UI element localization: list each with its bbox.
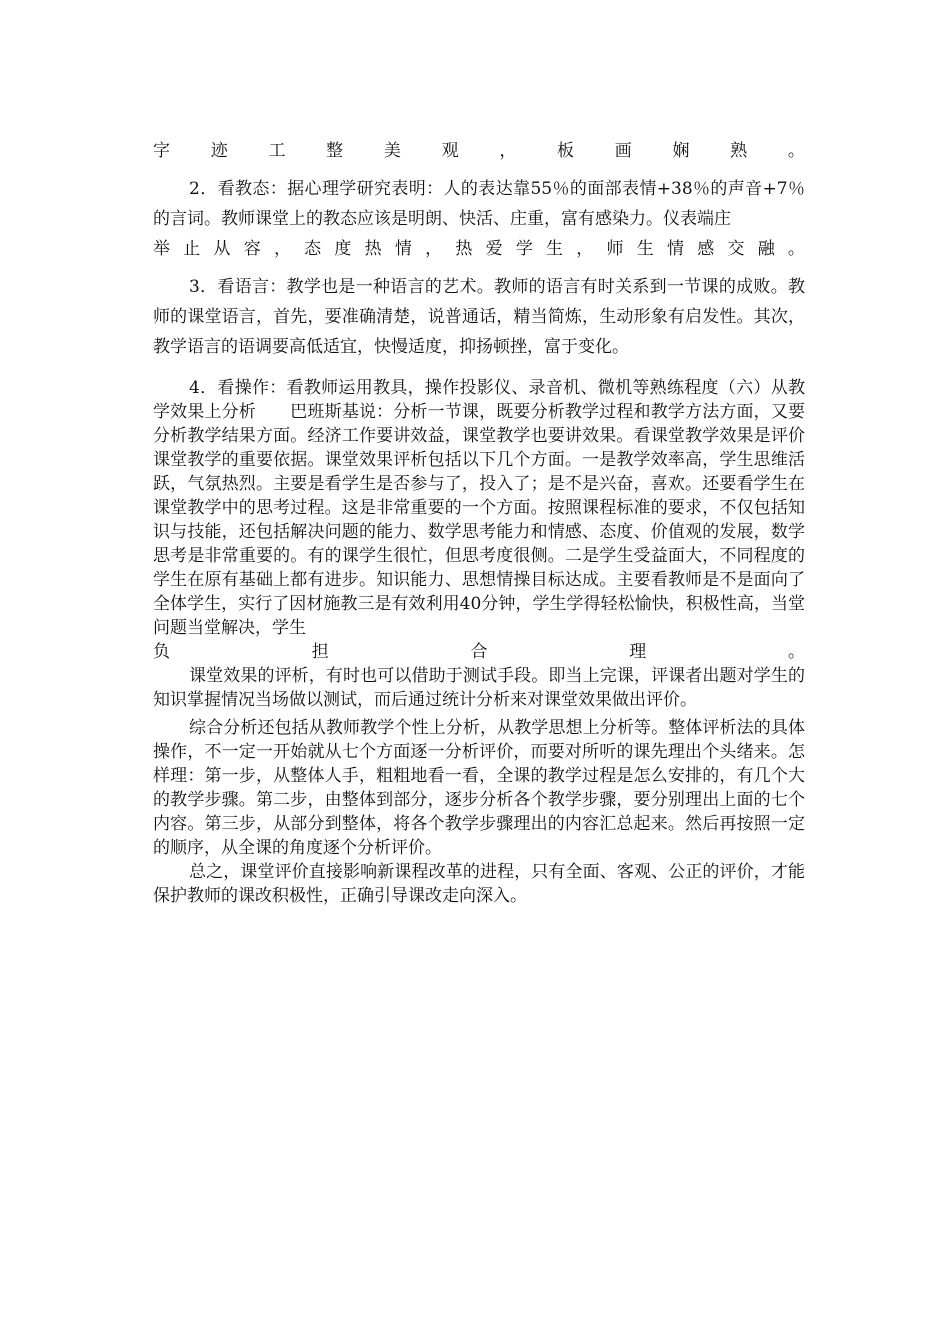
char: 情 xyxy=(666,239,684,259)
char: 师 xyxy=(606,239,624,259)
line-teaching-manner-end xyxy=(153,234,805,264)
line-handwriting xyxy=(153,136,805,166)
char: 生 xyxy=(546,239,564,259)
char: 生 xyxy=(636,239,654,259)
char: 交 xyxy=(727,239,745,259)
paragraph-teaching-manner: 2．看教态：据心理学研究表明：人的表达靠55％的面部表情+38％的声音+7％的言词。教师课堂上的教态应该是明朗、快活、庄重，富有感染力。仪表端庄 xyxy=(153,179,805,229)
char: 担 xyxy=(311,642,329,662)
char: 止 xyxy=(183,239,201,259)
paragraph-testing: 课堂效果的评析，有时也可以借助于测试手段。即当上完课，评课者出题对学生的知识掌握情况当场做以测试，而后通过统计分析来对课堂效果做出评价。 xyxy=(153,666,805,710)
char: 字 xyxy=(153,141,170,161)
char: 感 xyxy=(697,239,715,259)
char: 理 xyxy=(629,642,647,662)
char: 融 xyxy=(757,239,775,259)
char: 容 xyxy=(243,239,261,259)
char: 。 xyxy=(787,239,805,259)
char: ， xyxy=(273,239,291,259)
char: 娴 xyxy=(672,141,690,161)
char: 热 xyxy=(364,239,382,259)
paragraph-operation-and-effect: 4．看操作：看教师运用教具，操作投影仪、录音机、微机等熟练程度（六）从教学效果上分析 巴班斯基说：分析一节课，既要分析教学过程和教学方法方面，又要分析教学结果方面。经济工作要讲效益，课堂教学也要讲效果。看课堂教学效果是评价课堂教学的重要依据。课堂效果评析包括以下几个方面。一是教学效率高，学生思维活跃，气氛热烈。主要是看学生是否参与了，投入了；是不是兴奋，喜欢。还要看学生在课堂教学中的思考过程。这是非常重要的一个方面。按照课程标准的要求，不仅包括知识与技能，还包括解决问题的能力、数学思考能力和情感、态度、价值观的发展，数学思考是非常重要的。有的课学生很忙，但思考度很侧。二是学生受益面大，不同程度的学生在原有基础上都有进步。知识能力、思想情操目标达成。主要看教师是不是面向了全体学生，实行了因材施教三是有效利用40分钟，学生学得轻松愉快，积极性高，当堂问题当堂解决，学生 xyxy=(153,378,805,638)
char: 从 xyxy=(213,239,231,259)
paragraph-language: 3．看语言：教学也是一种语言的艺术。教师的语言有时关系到一节课的成败。教师的课堂语言，首先，要准确清楚，说普通话，精当简炼，生动形象有启发性。其次，教学语言的语调要高低适宜，快慢适度，抑扬顿挫，富于变化。 xyxy=(153,277,805,357)
char: 。 xyxy=(787,141,805,161)
char: 热 xyxy=(455,239,473,259)
char: ， xyxy=(425,239,443,259)
char: 熟 xyxy=(730,141,748,161)
char: 度 xyxy=(334,239,352,259)
char: 爱 xyxy=(485,239,503,259)
char: 迹 xyxy=(210,141,228,161)
char: 美 xyxy=(383,141,401,161)
char: 板 xyxy=(557,141,575,161)
char: 观 xyxy=(441,141,459,161)
char: ， xyxy=(576,239,594,259)
char: 工 xyxy=(268,141,286,161)
char: 。 xyxy=(788,642,805,662)
char: 情 xyxy=(394,239,412,259)
document-page xyxy=(153,136,805,908)
paragraph-comprehensive-analysis: 综合分析还包括从教师教学个性上分析，从教学思想上分析等。整体评析法的具体操作，不一定一开始就从七个方面逐一分析评价，而要对所听的课先理出个头绪来。怎样理：第一步，从整体人手，粗粗地看一看，全课的教学过程是怎么安排的，有几个大的教学步骤。第二步，由整体到部分，逐步分析各个教学步骤，要分别理出上面的七个内容。第三步，从部分到整体，将各个教学步骤理出的内容汇总起来。然后再按照一定的顺序，从全课的角度逐个分析评价。 xyxy=(153,718,805,858)
char: 整 xyxy=(326,141,344,161)
char: 画 xyxy=(614,141,632,161)
paragraph-conclusion: 总之，课堂评价直接影响新课程改革的进程，只有全面、客观、公正的评价，才能保护教师的课改积极性，正确引导课改走向深入。 xyxy=(153,862,805,906)
line-effect-end xyxy=(153,640,805,664)
char: 态 xyxy=(304,239,322,259)
char: ， xyxy=(499,141,517,161)
char: 学 xyxy=(515,239,533,259)
char: 负 xyxy=(153,642,170,662)
char: 举 xyxy=(153,239,170,259)
char: 合 xyxy=(470,642,488,662)
